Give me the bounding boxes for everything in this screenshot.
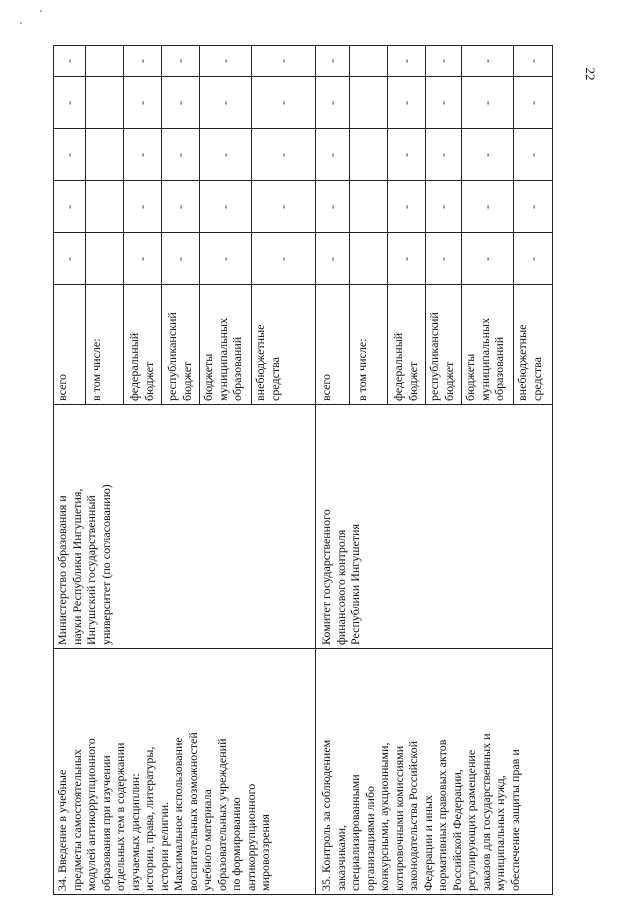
table-column-line bbox=[53, 284, 553, 285]
row35-value-cell: - bbox=[480, 257, 494, 261]
row34-value-cell: - bbox=[62, 205, 76, 209]
row34-value-cell: - bbox=[135, 257, 149, 261]
row35-value-cell: - bbox=[325, 101, 339, 105]
row35-value-cell: - bbox=[526, 205, 540, 209]
table-column-line bbox=[53, 648, 553, 649]
row34-value-cell: - bbox=[62, 101, 76, 105]
table-column-line bbox=[53, 404, 553, 405]
row35-source-federal: федеральный бюджет bbox=[391, 332, 420, 401]
row34-value-cell: - bbox=[173, 101, 187, 105]
row34-value-cell: - bbox=[173, 153, 187, 157]
table-subrow-line bbox=[123, 45, 124, 405]
row35-source-including: в том числе: bbox=[355, 338, 369, 401]
row35-source-republic: республиканский бюджет bbox=[427, 312, 456, 401]
table-column-line bbox=[53, 180, 553, 181]
row35-value-cell: - bbox=[399, 257, 413, 261]
row34-value-cell: - bbox=[173, 59, 187, 63]
row34-value-cell: - bbox=[218, 257, 232, 261]
row35-value-cell: - bbox=[399, 101, 413, 105]
scan-speck bbox=[20, 22, 22, 24]
row34-source-extrabudget: внебюджетные средства bbox=[253, 324, 282, 401]
row35-value-cell: - bbox=[526, 257, 540, 261]
table-subrow-line bbox=[425, 45, 426, 405]
row35-measure: 35. Контроль за соблюдением заказчиками, специализированными организациями либо конкурсными, аукционными, котировочными комиссиями законодательства Российской Федерации и иных нормативных правовых актов Российской Федерации, регулирующих размещение заказов для государственных и муниципальных нужд, обеспечение защиты прав и bbox=[319, 733, 522, 891]
row35-value-cell: - bbox=[325, 257, 339, 261]
row34-value-cell: - bbox=[62, 59, 76, 63]
table-row-line bbox=[315, 45, 316, 895]
row34-executor: Министерство образования и науки Республики Ингушетия, Ингушский государственный университет (по согласованию) bbox=[55, 484, 113, 645]
row35-value-cell: - bbox=[480, 101, 494, 105]
row35-value-cell: - bbox=[399, 59, 413, 63]
row34-source-federal: федеральный бюджет bbox=[127, 332, 156, 401]
row34-value-cell: - bbox=[135, 101, 149, 105]
row34-source-republic: республиканский бюджет bbox=[165, 312, 194, 401]
table-subrow-line bbox=[349, 45, 350, 405]
table-column-line bbox=[53, 232, 553, 233]
row34-value-cell: - bbox=[218, 153, 232, 157]
row34-value-cell: - bbox=[135, 205, 149, 209]
row34-source-total: всего bbox=[55, 373, 69, 401]
table-column-line bbox=[53, 45, 553, 46]
row34-source-municipal: бюджеты муниципальных образований bbox=[201, 317, 244, 401]
rotated-table-frame bbox=[53, 45, 553, 895]
row35-source-total: всего bbox=[319, 373, 333, 401]
row35-executor: Комитет государственного финансового контроля Республики Ингушетия bbox=[319, 509, 362, 645]
scan-speck bbox=[40, 10, 42, 12]
row35-value-cell: - bbox=[436, 257, 450, 261]
table-subrow-line bbox=[387, 45, 388, 405]
table-column-line bbox=[53, 894, 553, 895]
table-column-line bbox=[53, 76, 553, 77]
row34-value-cell: - bbox=[218, 101, 232, 105]
row34-value-cell: - bbox=[62, 153, 76, 157]
row34-value-cell: - bbox=[276, 101, 290, 105]
row34-value-cell: - bbox=[218, 59, 232, 63]
row34-value-cell: - bbox=[276, 59, 290, 63]
row35-value-cell: - bbox=[436, 101, 450, 105]
table-subrow-line bbox=[161, 45, 162, 405]
table-subrow-line bbox=[251, 45, 252, 405]
row35-value-cell: - bbox=[399, 153, 413, 157]
row34-value-cell: - bbox=[62, 257, 76, 261]
table-row-line bbox=[53, 45, 54, 895]
row34-source-including: в том числе: bbox=[89, 338, 103, 401]
row34-value-cell: - bbox=[276, 257, 290, 261]
row35-value-cell: - bbox=[436, 59, 450, 63]
row35-value-cell: - bbox=[480, 153, 494, 157]
row35-source-extrabudget: внебюджетные средства bbox=[515, 324, 544, 401]
table-column-line bbox=[53, 128, 553, 129]
row35-value-cell: - bbox=[526, 153, 540, 157]
row35-value-cell: - bbox=[480, 205, 494, 209]
row35-value-cell: - bbox=[480, 59, 494, 63]
row34-value-cell: - bbox=[276, 205, 290, 209]
budget-table bbox=[53, 45, 553, 895]
row35-value-cell: - bbox=[399, 205, 413, 209]
table-subrow-line bbox=[461, 45, 462, 405]
row34-value-cell: - bbox=[173, 205, 187, 209]
table-subrow-line bbox=[199, 45, 200, 405]
row35-value-cell: - bbox=[436, 205, 450, 209]
row35-value-cell: - bbox=[526, 101, 540, 105]
table-row-line bbox=[552, 45, 553, 895]
row35-value-cell: - bbox=[436, 153, 450, 157]
row34-value-cell: - bbox=[276, 153, 290, 157]
row34-measure: 34. Введение в учебные предметы самостоятельных модулей антикоррупционного образования при изучении отдельных тем в содержании изучаемых дисциплин: истории, права, литературы, истории религии. Максимальное использование воспитательных возможностей учебного материала образовательных учреждений по формированию антикоррупционного мировоззрения bbox=[55, 732, 272, 891]
row35-value-cell: - bbox=[325, 59, 339, 63]
row35-value-cell: - bbox=[325, 205, 339, 209]
table-subrow-line bbox=[513, 45, 514, 405]
row34-value-cell: - bbox=[135, 59, 149, 63]
row34-value-cell: - bbox=[173, 257, 187, 261]
page-number: 22 bbox=[583, 67, 598, 81]
row34-value-cell: - bbox=[218, 205, 232, 209]
row35-value-cell: - bbox=[526, 59, 540, 63]
row35-value-cell: - bbox=[325, 153, 339, 157]
row34-value-cell: - bbox=[135, 153, 149, 157]
row35-source-municipal: бюджеты муниципальных образований bbox=[463, 317, 506, 401]
table-subrow-line bbox=[85, 45, 86, 405]
